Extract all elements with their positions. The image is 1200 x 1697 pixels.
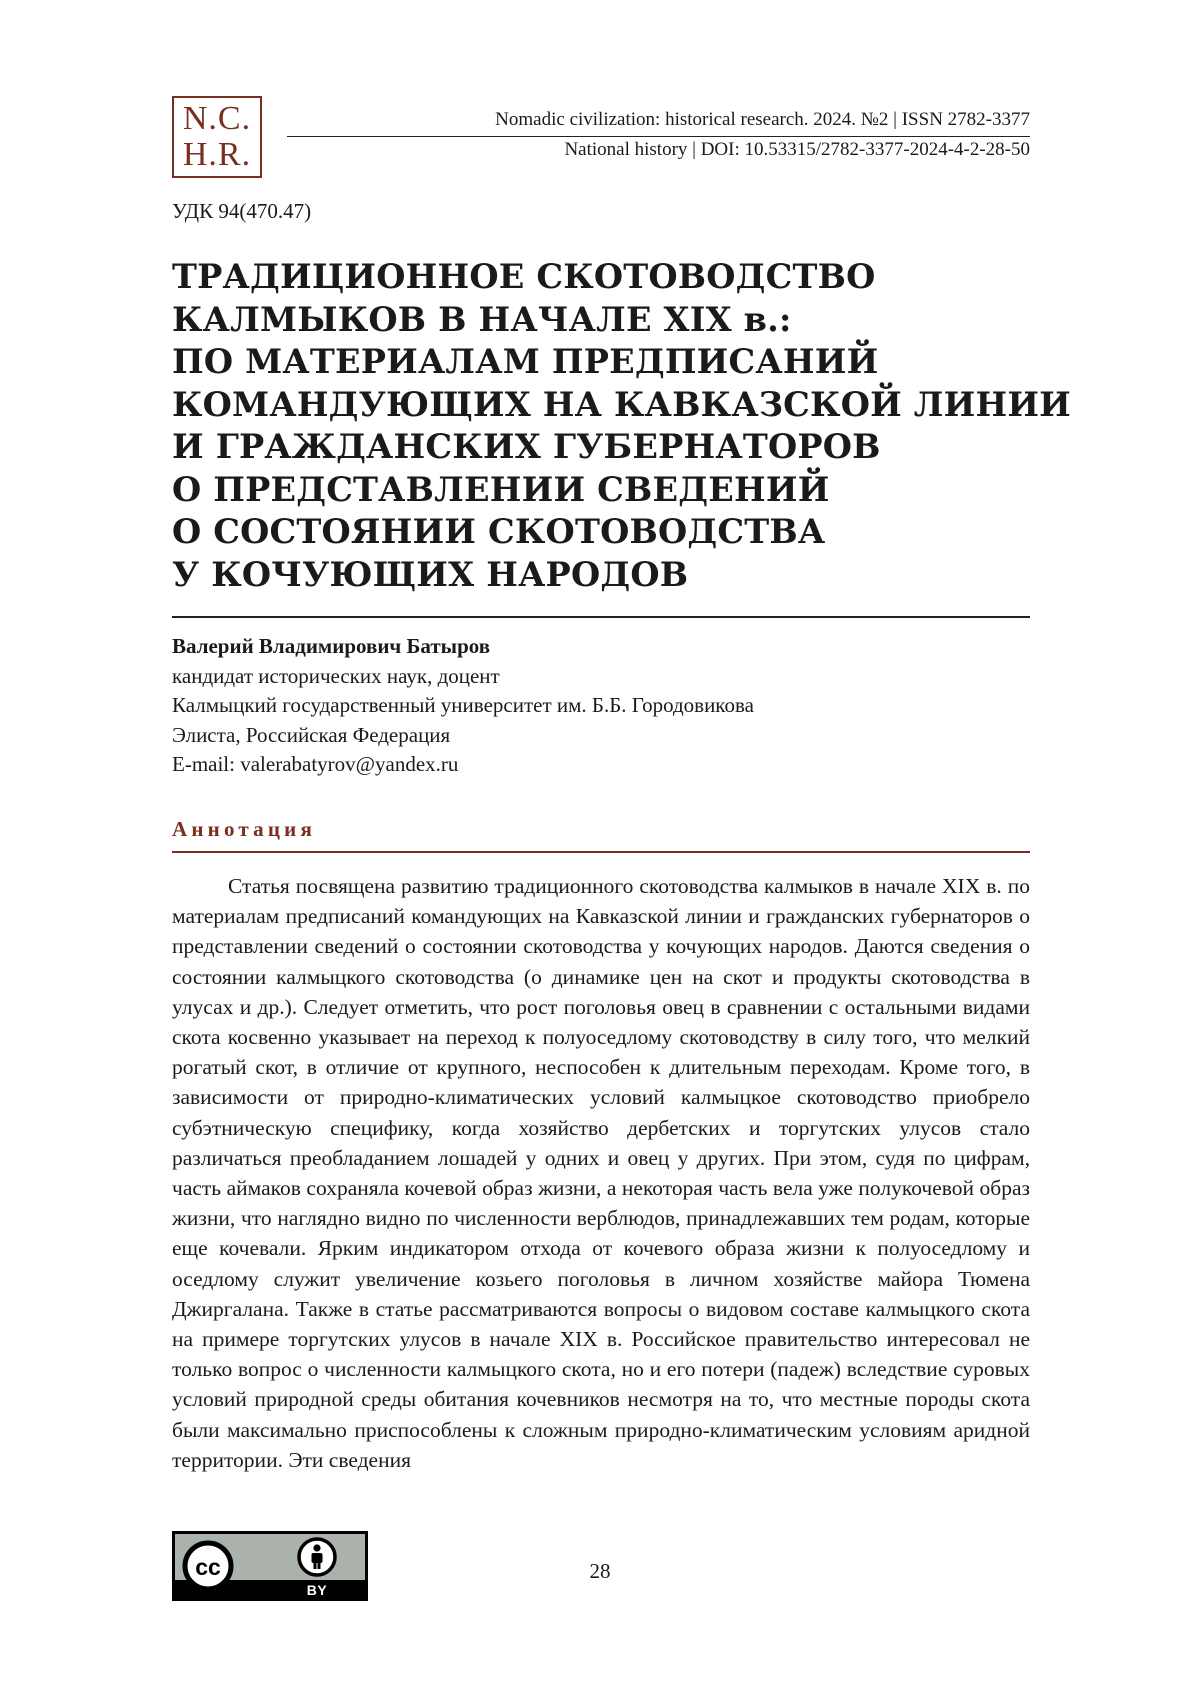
logo-line-2: H.R. <box>182 136 252 173</box>
udk-code: УДК 94(470.47) <box>172 199 312 223</box>
title-line: У КОЧУЮЩИХ НАРОДОВ <box>172 554 689 594</box>
author-affiliation: Калмыцкий государственный университет им. Б.Б. Городовикова <box>172 693 754 717</box>
title-line: КАЛМЫКОВ В НАЧАЛЕ XIX в.: <box>172 299 792 339</box>
author-degree: кандидат исторических наук, доцент <box>172 663 500 688</box>
author-block <box>172 632 1032 780</box>
journal-header: Nomadic civilization: historical research. 2024. №2 | ISSN 2782-3377 <box>495 109 1030 130</box>
logo-line-1: N.C. <box>182 100 252 137</box>
author-email[interactable]: E-mail: valerabatyrov@yandex.ru <box>172 752 459 776</box>
annotation-divider <box>172 851 1030 853</box>
annotation-heading: Аннотация <box>172 817 317 841</box>
header-divider <box>287 136 1030 137</box>
journal-logo <box>172 96 262 178</box>
title-line: О ПРЕДСТАВЛЕНИИ СВЕДЕНИЙ <box>172 469 830 509</box>
author-name: Валерий Владимирович Батыров <box>172 634 491 658</box>
title-line: О СОСТОЯНИИ СКОТОВОДСТВА <box>172 512 826 551</box>
annotation-body: Статья посвящена развитию традиционного скотоводства калмыков в начале XIX в. по материалам предписаний командующих на Кавказской линии и гражданских губернаторов о представлении сведений о состоянии скотоводства у кочующих народов. Даются сведения о состоянии калмыцкого скотоводства (о динамике цен на скот и продукты скотоводства в улусах и др.). Следует отметить, что рост поголовья овец в сравнении с остальными видами скота косвенно указывает на переход к полуоседлому скотоводству в силу того, что мелкий рогатый скот, в отличие от крупного, неспособен к длительным переходам. Кроме того, в зависимости от природно-климатических условий калмыцкое скотоводство приобрело субэтническую специфику, когда хозяйство дербетских и торгутских улусов стало различаться преобладанием лошадей у одних и овец у других. При этом, судя по цифрам, часть аймаков сохраняла кочевой образ жизни, а некоторая часть вела уже полукочевой образ жизни, что наглядно видно по численности верблюдов, принадлежавших тем родам, которые еще кочевали. Ярким индикатором отхода от кочевого образа жизни к полуоседлому и оседлому служит увеличение козьего поголовья в личном хозяйстве майора Тюмена Джиргалана. Также в статье рассматриваются вопросы о видовом составе калмыцкого скота на примере торгутских улусов в начале XIX в. Российское правительство интересовал не только вопрос о численности калмыцкого скота, но и его потери (падеж) вследствие суровых условий природной среды обитания кочевников несмотря на то, что местные породы скота были максимально приспособлены к сложным природно-климатическим условиям аридной территории. Эти сведения <box>172 874 1030 1472</box>
annotation-text <box>172 871 1030 1475</box>
title-line: ПО МАТЕРИАЛАМ ПРЕДПИСАНИЙ <box>172 342 879 381</box>
title-line: И ГРАЖДАНСКИХ ГУБЕРНАТОРОВ <box>172 427 881 466</box>
section-doi-line: National history | DOI: 10.53315/2782-3377-2024-4-2-28-50 <box>564 139 1030 160</box>
svg-text:cc: cc <box>195 1554 221 1580</box>
page-number: 28 <box>589 1559 611 1583</box>
author-location: Элиста, Российская Федерация <box>172 722 451 747</box>
title-divider <box>172 616 1030 618</box>
article-title <box>172 256 1072 596</box>
title-line: ТРАДИЦИОННОЕ СКОТОВОДСТВО <box>172 257 876 296</box>
by-label: BY <box>306 1582 328 1598</box>
title-line: КОМАНДУЮЩИХ НА КАВКАЗСКОЙ ЛИНИИ <box>172 384 1072 424</box>
